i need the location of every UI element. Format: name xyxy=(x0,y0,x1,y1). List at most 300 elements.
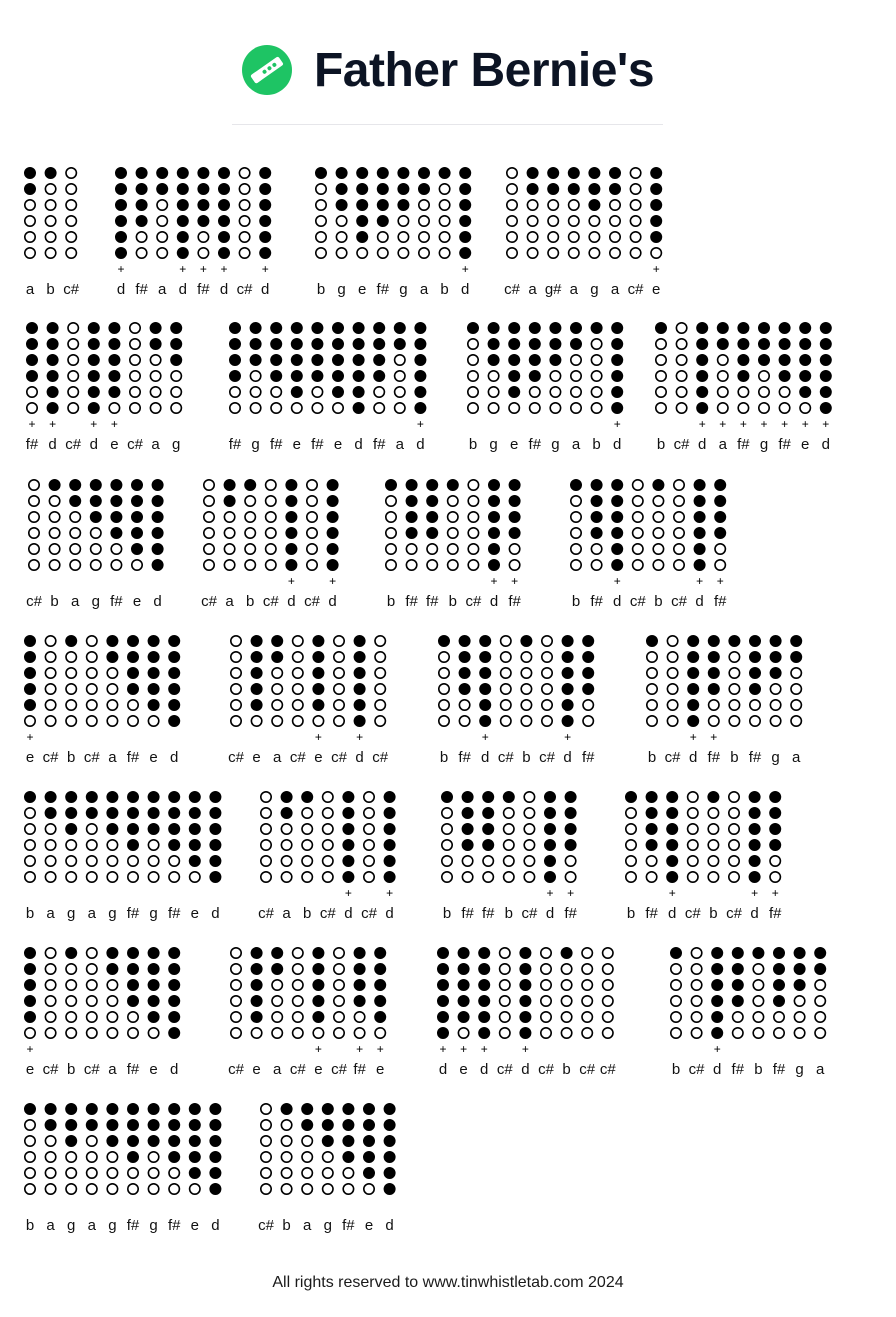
closed-hole xyxy=(148,652,158,662)
closed-hole xyxy=(688,668,698,678)
open-hole xyxy=(293,652,303,662)
fingering-column xyxy=(89,323,99,453)
closed-hole xyxy=(128,684,138,694)
open-hole xyxy=(653,560,663,570)
open-hole xyxy=(293,1028,303,1038)
fingering-column xyxy=(323,1104,333,1234)
closed-hole xyxy=(479,948,489,958)
open-hole xyxy=(364,856,374,866)
open-hole xyxy=(25,840,35,850)
fingering-column xyxy=(331,948,348,1078)
open-hole xyxy=(646,872,656,882)
closed-hole xyxy=(480,684,490,694)
closed-hole xyxy=(458,996,468,1006)
open-hole xyxy=(718,403,728,413)
closed-hole xyxy=(109,355,119,365)
note-label: b xyxy=(442,905,452,922)
open-hole xyxy=(500,996,510,1006)
closed-hole xyxy=(302,1120,312,1130)
fingering-column xyxy=(509,323,519,453)
closed-hole xyxy=(821,403,831,413)
closed-hole xyxy=(800,339,810,349)
closed-hole xyxy=(343,808,353,818)
closed-hole xyxy=(313,652,323,662)
open-hole xyxy=(323,808,333,818)
closed-hole xyxy=(815,964,825,974)
closed-hole xyxy=(395,323,405,333)
closed-hole xyxy=(800,355,810,365)
closed-hole xyxy=(712,996,722,1006)
open-hole xyxy=(674,560,684,570)
closed-hole xyxy=(148,792,158,802)
open-hole xyxy=(504,856,514,866)
open-hole xyxy=(307,544,317,554)
fingering-column xyxy=(647,636,657,766)
fingering-column xyxy=(521,636,531,766)
octave-plus-mark: + xyxy=(261,262,269,276)
open-hole xyxy=(603,948,613,958)
closed-hole xyxy=(49,480,59,490)
note-label: f# xyxy=(581,749,595,766)
open-hole xyxy=(398,216,408,226)
closed-hole xyxy=(116,184,126,194)
note-label: b xyxy=(592,436,601,453)
open-hole xyxy=(312,387,322,397)
closed-hole xyxy=(25,1104,35,1114)
fingering-column xyxy=(313,636,323,766)
closed-hole xyxy=(509,323,519,333)
open-hole xyxy=(66,248,76,258)
note-label: e xyxy=(25,1061,35,1078)
closed-hole xyxy=(375,948,385,958)
open-hole xyxy=(488,403,498,413)
tab-group xyxy=(25,636,180,766)
fingering-column xyxy=(653,480,663,610)
closed-hole xyxy=(336,168,346,178)
closed-hole xyxy=(272,948,282,958)
open-hole xyxy=(111,560,121,570)
fingering-column xyxy=(791,636,801,766)
closed-hole xyxy=(709,652,719,662)
closed-hole xyxy=(821,355,831,365)
open-hole xyxy=(293,716,303,726)
octave-plus-mark: + xyxy=(567,886,575,900)
closed-hole xyxy=(128,840,138,850)
closed-hole xyxy=(479,996,489,1006)
open-hole xyxy=(45,1012,55,1022)
note-label: e xyxy=(110,436,119,453)
note-label: g xyxy=(149,1217,158,1234)
open-hole xyxy=(571,496,581,506)
closed-hole xyxy=(749,840,759,850)
open-hole xyxy=(561,996,571,1006)
open-hole xyxy=(87,1168,97,1178)
open-hole xyxy=(333,403,343,413)
open-hole xyxy=(468,560,478,570)
closed-hole xyxy=(779,339,789,349)
note-label: a xyxy=(108,1061,117,1078)
note-label: a xyxy=(71,593,80,610)
closed-hole xyxy=(178,232,188,242)
note-label: d xyxy=(116,281,126,298)
fingering-column xyxy=(251,636,261,766)
closed-hole xyxy=(169,824,179,834)
closed-hole xyxy=(107,964,117,974)
open-hole xyxy=(261,1184,271,1194)
closed-hole xyxy=(107,808,117,818)
closed-hole xyxy=(107,792,117,802)
open-hole xyxy=(548,232,558,242)
closed-hole xyxy=(489,496,499,506)
open-hole xyxy=(507,168,517,178)
closed-hole xyxy=(569,184,579,194)
closed-hole xyxy=(759,355,769,365)
closed-hole xyxy=(483,792,493,802)
closed-hole xyxy=(128,668,138,678)
closed-hole xyxy=(312,323,322,333)
open-hole xyxy=(128,1184,138,1194)
open-hole xyxy=(550,403,560,413)
open-hole xyxy=(458,1028,468,1038)
open-hole xyxy=(419,232,429,242)
closed-hole xyxy=(395,339,405,349)
note-label: b xyxy=(504,905,513,922)
closed-hole xyxy=(136,168,146,178)
closed-hole xyxy=(343,856,353,866)
closed-hole xyxy=(774,964,784,974)
closed-hole xyxy=(27,323,37,333)
note-label: c# xyxy=(65,436,82,453)
open-hole xyxy=(688,824,698,834)
fingering-column xyxy=(127,792,140,922)
open-hole xyxy=(334,980,344,990)
closed-hole xyxy=(128,792,138,802)
closed-hole xyxy=(178,184,188,194)
tab-group xyxy=(647,636,802,766)
octave-plus-mark: + xyxy=(613,417,621,431)
open-hole xyxy=(307,528,317,538)
open-hole xyxy=(261,840,271,850)
open-hole xyxy=(190,872,200,882)
note-label: c# xyxy=(627,281,644,298)
open-hole xyxy=(406,560,416,570)
open-hole xyxy=(630,216,640,226)
closed-hole xyxy=(354,684,364,694)
closed-hole xyxy=(171,323,181,333)
closed-hole xyxy=(210,1136,220,1146)
closed-hole xyxy=(230,371,240,381)
closed-hole xyxy=(210,1168,220,1178)
open-hole xyxy=(541,1012,551,1022)
fingering-column xyxy=(302,1104,312,1234)
fingering-column xyxy=(25,948,35,1078)
fingering-column xyxy=(769,792,782,922)
open-hole xyxy=(302,872,312,882)
octave-plus-mark: + xyxy=(781,417,789,431)
note-label: b xyxy=(316,281,326,298)
open-hole xyxy=(462,856,472,866)
open-hole xyxy=(66,1028,76,1038)
open-hole xyxy=(448,496,458,506)
open-hole xyxy=(169,872,179,882)
closed-hole xyxy=(354,700,364,710)
open-hole xyxy=(509,544,519,554)
closed-hole xyxy=(47,355,57,365)
note-label: f# xyxy=(342,1217,355,1234)
fingering-column xyxy=(290,948,307,1078)
closed-hole xyxy=(148,808,158,818)
open-hole xyxy=(507,216,517,226)
closed-hole xyxy=(374,323,384,333)
fingering-column xyxy=(43,636,60,766)
closed-hole xyxy=(250,355,260,365)
closed-hole xyxy=(438,964,448,974)
note-label: d xyxy=(480,1061,489,1078)
octave-plus-mark: + xyxy=(179,262,187,276)
octave-plus-mark: + xyxy=(416,417,424,431)
closed-hole xyxy=(354,980,364,990)
open-hole xyxy=(691,964,701,974)
open-hole xyxy=(231,684,241,694)
open-hole xyxy=(66,232,76,242)
fingering-column xyxy=(107,1104,117,1234)
fingering-column xyxy=(591,323,601,453)
closed-hole xyxy=(210,856,220,866)
open-hole xyxy=(68,387,78,397)
closed-hole xyxy=(460,216,470,226)
closed-hole xyxy=(591,512,601,522)
open-hole xyxy=(107,856,117,866)
open-hole xyxy=(107,996,117,1006)
open-hole xyxy=(128,872,138,882)
open-hole xyxy=(439,248,449,258)
fingering-column xyxy=(527,168,537,298)
open-hole xyxy=(87,1028,97,1038)
closed-hole xyxy=(462,808,472,818)
closed-hole xyxy=(116,248,126,258)
fingering-column xyxy=(561,948,571,1078)
closed-hole xyxy=(509,339,519,349)
closed-hole xyxy=(571,339,581,349)
open-hole xyxy=(45,1152,55,1162)
note-label: b xyxy=(46,281,55,298)
octave-plus-mark: + xyxy=(511,574,519,588)
open-hole xyxy=(66,1152,76,1162)
open-hole xyxy=(364,792,374,802)
closed-hole xyxy=(271,355,281,365)
octave-plus-mark: + xyxy=(220,262,228,276)
note-label: g xyxy=(795,1061,804,1078)
open-hole xyxy=(427,544,437,554)
open-hole xyxy=(524,872,534,882)
closed-hole xyxy=(651,184,661,194)
closed-hole xyxy=(565,840,575,850)
open-hole xyxy=(571,560,581,570)
closed-hole xyxy=(302,792,312,802)
open-hole xyxy=(571,544,581,554)
closed-hole xyxy=(148,1120,158,1130)
open-hole xyxy=(169,1184,179,1194)
closed-hole xyxy=(357,232,367,242)
open-hole xyxy=(148,1168,158,1178)
closed-hole xyxy=(694,496,704,506)
open-hole xyxy=(87,668,97,678)
open-hole xyxy=(667,700,677,710)
closed-hole xyxy=(415,323,425,333)
closed-hole xyxy=(694,480,704,490)
closed-hole xyxy=(272,636,282,646)
fingering-column xyxy=(127,948,140,1078)
fingering-column xyxy=(45,1104,55,1234)
closed-hole xyxy=(152,544,162,554)
open-hole xyxy=(442,856,452,866)
closed-hole xyxy=(87,808,97,818)
open-hole xyxy=(132,560,142,570)
closed-hole xyxy=(128,1104,138,1114)
open-hole xyxy=(272,700,282,710)
closed-hole xyxy=(312,339,322,349)
open-hole xyxy=(336,248,346,258)
closed-hole xyxy=(169,948,179,958)
fingering-column xyxy=(800,323,810,453)
closed-hole xyxy=(791,652,801,662)
note-label: c# xyxy=(127,436,143,453)
closed-hole xyxy=(157,184,167,194)
open-hole xyxy=(336,232,346,242)
open-hole xyxy=(656,339,666,349)
open-hole xyxy=(504,808,514,818)
octave-plus-mark: + xyxy=(801,417,809,431)
note-label: d xyxy=(385,905,394,922)
closed-hole xyxy=(45,168,55,178)
closed-hole xyxy=(364,1120,374,1130)
open-hole xyxy=(759,371,769,381)
closed-hole xyxy=(302,1104,312,1114)
tab-group xyxy=(671,948,826,1078)
open-hole xyxy=(427,560,437,570)
fingering-column xyxy=(157,168,167,298)
closed-hole xyxy=(136,216,146,226)
open-hole xyxy=(770,856,780,866)
open-hole xyxy=(815,1028,825,1038)
closed-hole xyxy=(386,480,396,490)
closed-hole xyxy=(343,824,353,834)
open-hole xyxy=(439,684,449,694)
open-hole xyxy=(610,232,620,242)
open-hole xyxy=(671,1012,681,1022)
open-hole xyxy=(231,652,241,662)
closed-hole xyxy=(210,1184,220,1194)
closed-hole xyxy=(509,528,519,538)
note-label: d xyxy=(489,593,499,610)
closed-hole xyxy=(562,668,572,678)
tab-group xyxy=(25,1104,221,1234)
open-hole xyxy=(25,856,35,866)
open-hole xyxy=(87,652,97,662)
open-hole xyxy=(709,700,719,710)
closed-hole xyxy=(458,1012,468,1022)
closed-hole xyxy=(353,339,363,349)
open-hole xyxy=(667,652,677,662)
open-hole xyxy=(261,808,271,818)
open-hole xyxy=(312,403,322,413)
closed-hole xyxy=(709,636,719,646)
fingering-column xyxy=(590,480,603,610)
fingering-column xyxy=(630,480,647,610)
open-hole xyxy=(130,323,140,333)
open-hole xyxy=(272,1028,282,1038)
open-hole xyxy=(729,684,739,694)
open-hole xyxy=(157,248,167,258)
closed-hole xyxy=(169,1136,179,1146)
open-hole xyxy=(571,371,581,381)
closed-hole xyxy=(384,1168,394,1178)
open-hole xyxy=(794,1012,804,1022)
open-hole xyxy=(130,403,140,413)
open-hole xyxy=(107,700,117,710)
closed-hole xyxy=(583,684,593,694)
open-hole xyxy=(251,1028,261,1038)
closed-hole xyxy=(378,168,388,178)
closed-hole xyxy=(66,1120,76,1130)
closed-hole xyxy=(150,339,160,349)
open-hole xyxy=(459,716,469,726)
closed-hole xyxy=(545,872,555,882)
note-label: c# xyxy=(26,593,42,610)
open-hole xyxy=(419,216,429,226)
open-hole xyxy=(530,403,540,413)
open-hole xyxy=(688,872,698,882)
open-hole xyxy=(272,668,282,678)
fingering-column xyxy=(504,792,514,922)
open-hole xyxy=(150,371,160,381)
closed-hole xyxy=(530,371,540,381)
note-label: c# xyxy=(289,1061,306,1078)
closed-hole xyxy=(438,1012,448,1022)
closed-hole xyxy=(190,840,200,850)
fingering-column xyxy=(770,636,780,766)
closed-hole xyxy=(25,964,35,974)
closed-hole xyxy=(646,808,656,818)
note-label: a xyxy=(273,749,282,766)
note-label: c# xyxy=(497,749,514,766)
closed-hole xyxy=(794,964,804,974)
note-label: f# xyxy=(197,281,210,298)
open-hole xyxy=(439,700,449,710)
closed-hole xyxy=(384,1120,394,1130)
closed-hole xyxy=(25,1012,35,1022)
open-hole xyxy=(729,716,739,726)
open-hole xyxy=(87,716,97,726)
closed-hole xyxy=(313,980,323,990)
closed-hole xyxy=(47,387,57,397)
open-hole xyxy=(25,1120,35,1130)
open-hole xyxy=(759,387,769,397)
closed-hole xyxy=(89,371,99,381)
open-hole xyxy=(302,1184,312,1194)
open-hole xyxy=(507,200,517,210)
open-hole xyxy=(204,480,214,490)
closed-hole xyxy=(313,636,323,646)
fingering-column xyxy=(250,323,260,453)
fingering-column xyxy=(377,168,390,298)
open-hole xyxy=(231,700,241,710)
open-hole xyxy=(647,700,657,710)
fingering-column xyxy=(327,480,337,610)
open-hole xyxy=(239,216,249,226)
note-label: c# xyxy=(63,281,80,298)
closed-hole xyxy=(591,323,601,333)
